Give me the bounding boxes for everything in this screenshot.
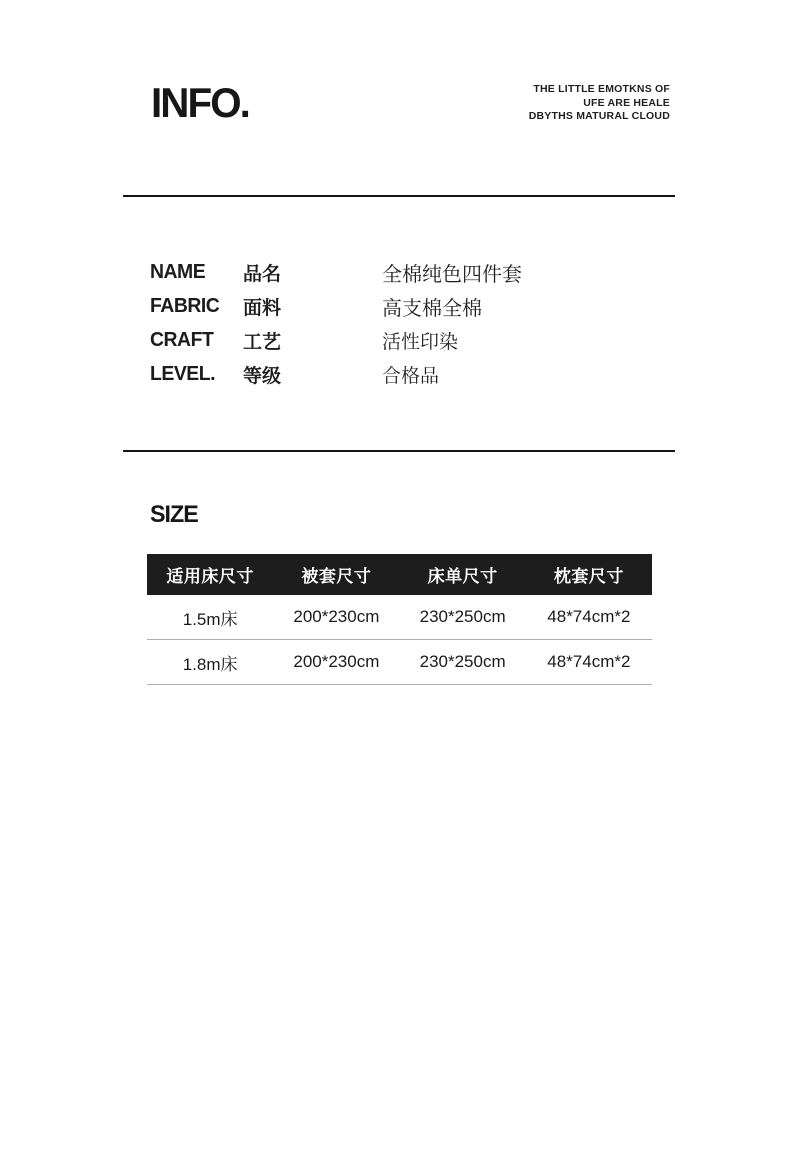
info-value: 高支棉全棉 <box>382 297 482 320</box>
size-table-row-1.8m <box>147 640 652 685</box>
size-table-header-cell: 床单尺寸 <box>427 567 498 586</box>
tagline-line: THE LITTLE EMOTKNS OF <box>533 83 670 95</box>
size-table-cell: 1.5m床 <box>182 609 238 629</box>
size-table-header-row <box>147 554 652 595</box>
tagline <box>529 83 670 124</box>
size-table-cell: 1.8m床 <box>182 654 238 674</box>
size-table-cell: 200*230cm <box>293 607 380 626</box>
size-heading: SIZE <box>150 501 198 528</box>
info-row-level <box>150 357 570 391</box>
info-label-en: CRAFT <box>150 328 214 351</box>
tagline-line: UFE ARE HEALE <box>583 96 670 109</box>
size-table-header-cell: 被套尺寸 <box>301 567 372 586</box>
info-label-zh: 工艺 <box>243 331 282 353</box>
info-row-craft <box>150 323 570 357</box>
info-label-en: LEVEL. <box>150 362 216 385</box>
page-title: INFO. <box>151 79 249 126</box>
size-table-header-cell: 枕套尺寸 <box>553 567 624 586</box>
divider-top <box>123 195 675 197</box>
tagline-line: DBYTHS MATURAL CLOUD <box>528 110 670 122</box>
size-table-row-1.5m <box>147 595 652 640</box>
info-row-fabric <box>150 289 570 323</box>
info-label-zh: 品名 <box>243 263 282 285</box>
info-label-zh: 等级 <box>243 365 282 387</box>
size-table-cell: 48*74cm*2 <box>547 607 631 626</box>
divider-middle <box>123 450 675 452</box>
size-table-cell: 200*230cm <box>293 652 380 671</box>
size-table-cell: 230*250cm <box>419 607 506 626</box>
info-row-name <box>150 255 570 289</box>
size-table-cell: 230*250cm <box>419 652 506 671</box>
info-value: 合格品 <box>382 365 440 387</box>
info-label-en: NAME <box>150 260 206 283</box>
size-table <box>147 554 652 685</box>
size-table-header-cell: 适用床尺寸 <box>166 567 254 586</box>
size-table-cell: 48*74cm*2 <box>547 652 631 671</box>
info-value: 全棉纯色四件套 <box>382 263 522 286</box>
product-info-list <box>150 255 570 391</box>
info-label-en: FABRIC <box>150 294 220 317</box>
info-value: 活性印染 <box>382 331 459 353</box>
info-label-zh: 面料 <box>243 297 282 319</box>
